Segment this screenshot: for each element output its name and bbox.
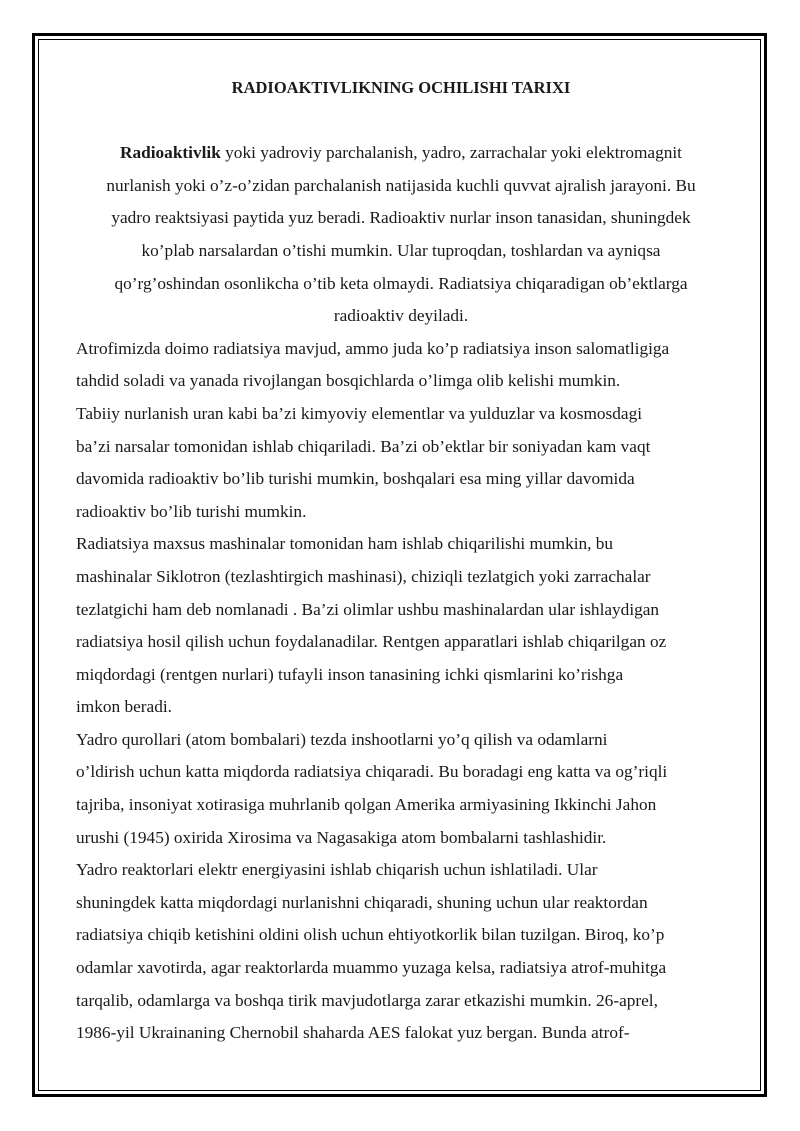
- paragraph-line: Radiatsiya maxsus mashinalar tomonidan ham ishlab chiqarilishi mumkin, bu: [76, 534, 614, 554]
- paragraph-machines: [76, 528, 726, 724]
- paragraph-nuclear-reactors: [76, 854, 726, 1050]
- paragraph-line: radiatsiya hosil qilish uchun foydalanadilar. Rentgen apparatlari ishlab chiqarilgan oz: [76, 632, 667, 652]
- title-spacer: [76, 105, 726, 138]
- paragraph-line: tajriba, insoniyat xotirasiga muhrlanib qolgan Amerika armiyasining Ikkinchi Jahon: [76, 795, 657, 815]
- paragraph-line: ba’zi narsalar tomonidan ishlab chiqariladi. Ba’zi ob’ektlar bir soniyadan kam vaqt: [76, 436, 651, 456]
- paragraph-line: o’ldirish uchun katta miqdorda radiatsiya chiqaradi. Bu boradagi eng katta va og’riqli: [76, 762, 668, 782]
- paragraph-line: 1986-yil Ukrainaning Chernobil shaharda AES falokat yuz bergan. Bunda atrof-: [76, 1023, 630, 1043]
- intro-line: yadro reaktsiyasi paytida yuz beradi. Radioaktiv nurlar inson tanasidan, shuningdek: [111, 208, 691, 228]
- intro-line: ko’plab narsalardan o’tishi mumkin. Ular tuproqdan, toshlardan va ayniqsa: [141, 240, 661, 260]
- paragraph-line: radiatsiya chiqib ketishini oldini olish uchun ehtiyotkorlik bilan tuzilgan. Biroq, ko’p: [76, 925, 665, 945]
- paragraph-line: imkon beradi.: [76, 697, 172, 717]
- intro-line: [76, 137, 726, 170]
- paragraph-line: mashinalar Siklotron (tezlashtirgich mashinasi), chiziqli tezlatgich yoki zarrachalar: [76, 566, 651, 586]
- paragraph-line: tahdid soladi va yanada rivojlangan bosqichlarda o’limga olib kelishi mumkin.: [76, 371, 621, 391]
- document-title: RADIOAKTIVLIKNING OCHILISHI TARIXI: [231, 78, 571, 97]
- paragraph-line: urushi (1945) oxirida Xirosima va Nagasakiga atom bombalarni tashlashidir.: [76, 827, 607, 847]
- paragraph-line: Tabiiy nurlanish uran kabi ba’zi kimyoviy elementlar va yulduzlar va kosmosdagi: [76, 403, 643, 423]
- paragraph-line: Yadro qurollari (atom bombalari) tezda inshootlarni yo’q qilish va odamlarni: [76, 729, 608, 749]
- document-body: [76, 72, 726, 1050]
- intro-line: nurlanish yoki o’z-o’zidan parchalanish natijasida kuchli quvvat ajralish jarayoni. Bu: [106, 175, 696, 195]
- paragraph-line: shuningdek katta miqdordagi nurlanishni chiqaradi, shuning uchun ular reaktordan: [76, 892, 648, 912]
- intro-paragraph: [76, 137, 726, 333]
- paragraph-line: miqdordagi (rentgen nurlari) tufayli inson tanasining ichki qismlarini ko’rishga: [76, 664, 624, 684]
- paragraph-line: Yadro reaktorlari elektr energiyasini ishlab chiqarish uchun ishlatiladi. Ular: [76, 860, 598, 880]
- paragraph-line: Atrofimizda doimo radiatsiya mavjud, ammo juda ko’p radiatsiya inson salomatligiga: [76, 338, 670, 358]
- paragraph-line: tarqalib, odamlarga va boshqa tirik mavjudotlarga zarar etkazishi mumkin. 26-aprel,: [76, 990, 658, 1010]
- paragraph-line: davomida radioaktiv bo’lib turishi mumkin, boshqalari esa ming yillar davomida: [76, 469, 635, 489]
- intro-term: Radioaktivlik: [120, 143, 221, 163]
- paragraph-line: odamlar xavotirda, agar reaktorlarda muammo yuzaga kelsa, radiatsiya atrof-muhitga: [76, 958, 667, 978]
- paragraph-line: radioaktiv bo’lib turishi mumkin.: [76, 501, 307, 521]
- intro-line-text: yoki yadroviy parchalanish, yadro, zarrachalar yoki elektromagnit: [220, 143, 682, 163]
- paragraph-nuclear-weapons: [76, 724, 726, 854]
- paragraph-line: tezlatgichi ham deb nomlanadi . Ba’zi olimlar ushbu mashinalardan ular ishlaydigan: [76, 599, 660, 619]
- intro-line: radioaktiv deyiladi.: [333, 306, 469, 326]
- intro-line: qo’rg’oshindan osonlikcha o’tib keta olmaydi. Radiatsiya chiqaradigan ob’ektlarga: [114, 273, 688, 293]
- paragraph-natural-radiation: [76, 333, 726, 529]
